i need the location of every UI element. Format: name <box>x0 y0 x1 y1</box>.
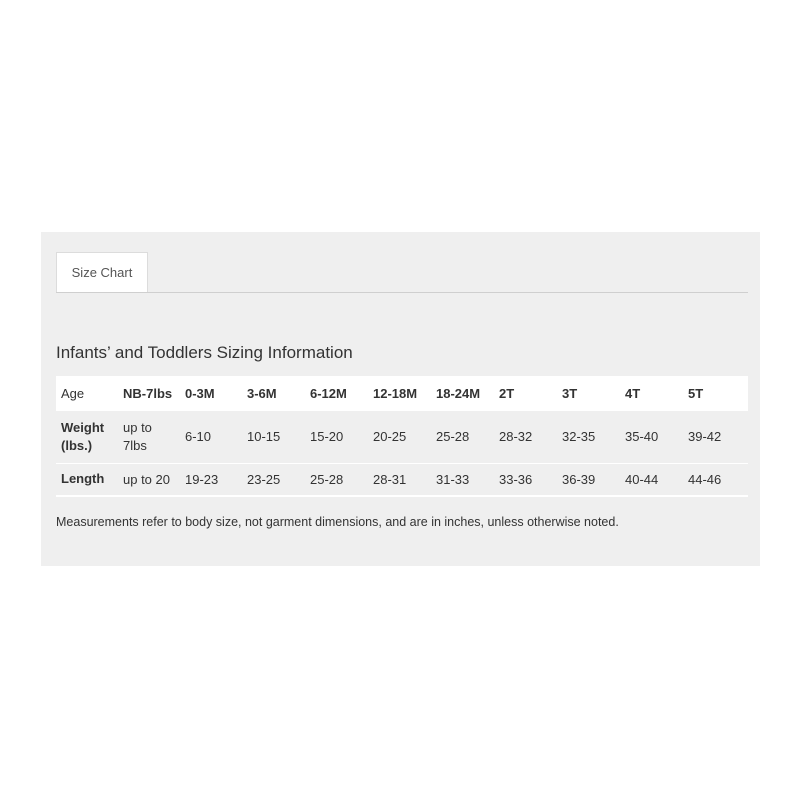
cell-line: 7lbs <box>123 437 147 453</box>
table-row-weight <box>56 411 748 463</box>
header-cell-age: Age <box>61 386 85 401</box>
size-chart-panel <box>41 232 760 566</box>
tab-bar <box>56 252 748 293</box>
table-cell: 35-40 <box>625 429 659 445</box>
header-cell: NB-7lbs <box>123 386 173 401</box>
table-cell: 23-25 <box>247 471 281 487</box>
size-table <box>56 376 748 497</box>
table-cell: 25-28 <box>436 429 470 445</box>
table-header-row <box>56 376 748 411</box>
table-cell: 33-36 <box>499 471 533 487</box>
table-cell: 28-31 <box>373 471 407 487</box>
header-cell: 6-12M <box>310 386 347 401</box>
table-cell: 25-28 <box>310 471 344 487</box>
cell-line: up to <box>123 419 152 435</box>
header-cell: 3-6M <box>247 386 277 401</box>
section-heading: Infants’ and Toddlers Sizing Information <box>56 343 353 362</box>
header-cell: 0-3M <box>185 386 215 401</box>
measurement-note: Measurements refer to body size, not garment dimensions, and are in inches, unless otherwise noted. <box>56 515 619 529</box>
header-cell: 2T <box>499 386 515 401</box>
row-label-length: Length <box>61 471 105 487</box>
table-cell: 40-44 <box>625 471 659 487</box>
table-cell: 36-39 <box>562 471 596 487</box>
table-cell: 39-42 <box>688 429 722 445</box>
table-row-length <box>56 463 748 496</box>
header-cell: 3T <box>562 386 578 401</box>
table-cell: 10-15 <box>247 429 281 445</box>
row-label-weight <box>56 411 118 463</box>
table-cell: 28-32 <box>499 429 533 445</box>
table-cell: 15-20 <box>310 429 344 445</box>
table-cell: 19-23 <box>185 471 219 487</box>
header-cell: 18-24M <box>436 386 481 401</box>
row-label-line: (lbs.) <box>61 437 93 453</box>
row-label-line: Weight <box>61 419 105 435</box>
table-cell: 20-25 <box>373 429 407 445</box>
tab-size-chart[interactable]: Size Chart <box>56 252 148 292</box>
header-cell: 4T <box>625 386 641 401</box>
table-cell: 32-35 <box>562 429 596 445</box>
table-cell: 44-46 <box>688 471 722 487</box>
header-cell: 5T <box>688 386 704 401</box>
table-cell: 31-33 <box>436 471 470 487</box>
table-cell: up to 20 <box>123 471 170 487</box>
table-cell: 6-10 <box>185 429 212 445</box>
header-cell: 12-18M <box>373 386 418 401</box>
table-cell <box>118 411 180 463</box>
